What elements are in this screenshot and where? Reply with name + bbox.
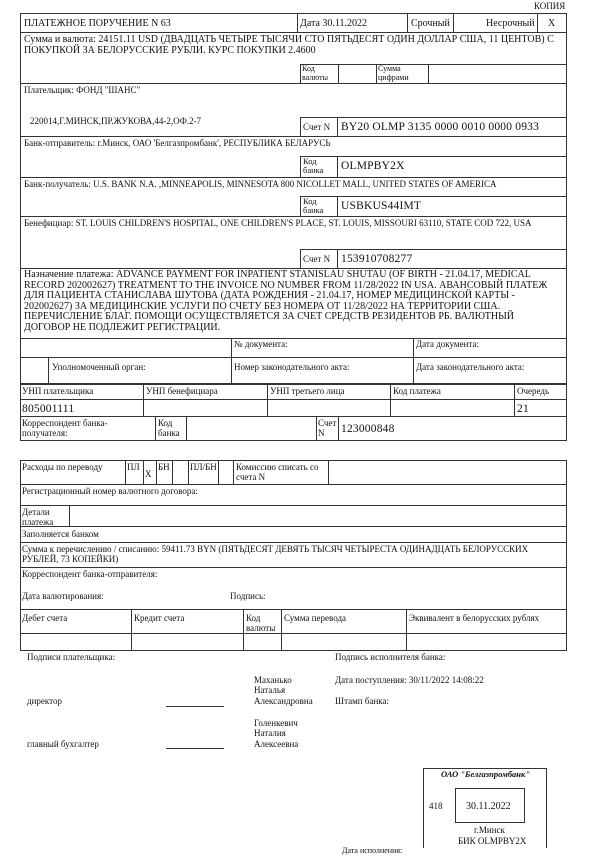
director-name-3: Александровна xyxy=(254,696,313,706)
debit-header: Дебет счета xyxy=(22,613,68,623)
payer-account-label: Счет N xyxy=(303,122,331,132)
stamp-label: Штамп банка: xyxy=(335,696,389,706)
correspondent-label: Корреспондент банка-получателя: xyxy=(22,418,108,438)
currency-code-label: Код валюты xyxy=(302,64,329,82)
bank-signature-label: Подпись исполнителя банка: xyxy=(335,652,446,662)
stamp-bank-name: ОАО "Белгазпромбанк" xyxy=(441,769,531,779)
doc-number-label: № документа: xyxy=(234,339,288,349)
payer-signatures-label: Подписи плательщика: xyxy=(27,652,116,662)
director-name-2: Наталья xyxy=(254,685,286,695)
purpose-text: Назначение платежа: ADVANCE PAYMENT FOR INPATIENT STANISLAU SHUTAU (OF BIRTH - 21.04.17, MEDICAL RECORD 202002627) TREATMENT TO THE INVOICE NO NUMBER FROM 11/28/2022 IN USA. АВАНСОВЫЙ ПЛАТЕЖ ДЛЯ ПАЦИЕНТА СТАНИСЛАВА ШУТОВА (ДАТА РОЖДЕНИЯ - 21.04.17, НОМЕР МЕДИЦИНСКОЙ КАРТЫ - 202002627) ЗА МЕДИЦИНСКИЕ УСЛУГИ ПО СЧЕТУ БЕЗ НОМЕРА ОТ 11/28/2022 НА ТЕРРИТОРИИ США. ПЕРЕЧИСЛЕНИЕ БЛАГ. ПОМОЩИ ОСУЩЕСТВЛЯЕТСЯ ЗА СЧЕТ СРЕДСТВ РЕЗИДЕНТОВ РБ. ВАЛЮТНЫЙ ДОГОВОР НЕ ПОДЛЕЖИТ РЕГИСТРАЦИИ. xyxy=(24,269,548,333)
correspondent-account-label: Счет N xyxy=(318,418,337,438)
receiver-bank-code-label: Код банка xyxy=(303,196,324,216)
registration-label: Регистрационный номер валютного договора: xyxy=(22,486,198,496)
expenses-bn: БН xyxy=(158,462,170,472)
expenses-pl-mark: X xyxy=(145,469,152,479)
payer-label: Плательщик: ФОНД "ШАНС" xyxy=(24,85,141,95)
director-name-1: Маханько xyxy=(254,675,292,685)
doc-date-label: Дата документа: xyxy=(416,339,479,349)
receiver-bank-code: USBKUS44IMT xyxy=(341,200,422,212)
valuation-date-label: Дата валютирования: xyxy=(22,591,104,601)
correspondent-account: 123000848 xyxy=(341,423,395,435)
stamp-number: 418 xyxy=(429,801,443,811)
equivalent-header: Эквивалент в белорусских рублях xyxy=(409,613,540,623)
payment-code-label: Код платежа xyxy=(393,386,441,396)
accountant-name-3: Алексеевна xyxy=(254,739,299,749)
sender-bank-label: Банк-отправитель: г.Минск, ОАО 'Белгазпромбанк', РЕСПУБЛИКА БЕЛАРУСЬ xyxy=(24,138,331,148)
docs-section xyxy=(20,338,567,384)
debited-text: Сумма к перечислению / списанию: 59411.73 BYN (ПЯТЬДЕСЯТ ДЕВЯТЬ ТЫСЯЧ ЧЕТЫРЕСТА ОДИНАДЦАТЬ БЕЛОРУССКИХ РУБЛЕЙ, 73 КОПЕЙКИ) xyxy=(22,544,529,564)
stamp-bic: БИК OLMPBY2X xyxy=(458,836,527,846)
amount-text: Сумма и валюта: 24151.11 USD (ДВАДЦАТЬ ЧЕТЫРЕ ТЫСЯЧИ СТО ПЯТЬДЕСЯТ ОДИН ДОЛЛАР США, 11 ЦЕНТОВ) С ПОКУПКОЙ ЗА БЕЛОРУССКИЕ РУБЛИ. КУРС ПОКУПКИ 2.4600 xyxy=(24,34,554,56)
signature-label: Подпись: xyxy=(230,591,266,601)
document-title: ПЛАТЕЖНОЕ ПОРУЧЕНИЕ N 63 xyxy=(24,18,171,29)
unp-payer-label: УНП плательщика xyxy=(22,386,94,396)
stamp-date: 30.11.2022 xyxy=(466,801,511,812)
credit-header: Кредит счета xyxy=(134,613,185,623)
sender-bank-code-label: Код банка xyxy=(303,156,324,176)
accountant-name-2: Наталия xyxy=(254,728,286,738)
unp-payer-value: 805001111 xyxy=(22,403,75,415)
accountant-label: главный бухгалтер xyxy=(27,739,99,749)
beneficiary-label: Бенефициар: ST. LOUIS CHILDREN'S HOSPITAL, ONE CHILDREN'S PLACE, ST. LOUIS, MISSOURI 63110, STATE COD 722, USA xyxy=(24,218,532,228)
queue-value: 21 xyxy=(517,403,529,415)
correspondent-code-label: Код банка xyxy=(158,418,180,438)
act-number-label: Номер законодательного акта: xyxy=(234,362,350,372)
unp-third-label: УНП третьего лица xyxy=(270,386,345,396)
sender-correspondent-label: Корреспондент банка-отправителя: xyxy=(22,569,158,579)
unp-beneficiary-label: УНП бенефициара xyxy=(146,386,218,396)
authorized-label: Уполномоченный орган: xyxy=(52,362,146,372)
beneficiary-account-label: Счет N xyxy=(303,254,331,264)
filled-by-bank-label: Заполняется банком xyxy=(22,529,99,539)
nonurgent-mark: X xyxy=(548,18,556,29)
expenses-pl: ПЛ xyxy=(127,462,140,472)
currency-header: Код валюты xyxy=(246,613,276,633)
accountant-name-1: Голенкевич xyxy=(254,718,298,728)
stamp-city: г.Минск xyxy=(474,825,505,835)
transfer-sum-header: Сумма перевода xyxy=(284,613,347,623)
details-section xyxy=(20,505,567,527)
expenses-plbn: ПЛ/БН xyxy=(190,462,217,472)
copy-label: КОПИЯ xyxy=(534,1,566,11)
act-date-label: Дата законодательного акта: xyxy=(416,362,525,372)
queue-label: Очередь xyxy=(517,386,550,396)
receiver-bank-label: Банк-получатель: U.S. BANK N.A. ,MINNEAPOLIS, MINNESOTA 800 NICOLLET MALL, UNITED STATES OF AMERICA xyxy=(24,179,497,189)
payer-address: 220014,Г.МИНСК,ПР.ЖУКОВА,44-2,ОФ.2-7 xyxy=(30,116,202,126)
sum-digits-label: Сумма цифрами xyxy=(378,64,409,82)
receipt-date: Дата поступления: 30/11/2022 14:08:22 xyxy=(335,675,484,685)
document-date: Дата 30.11.2022 xyxy=(300,18,368,29)
details-label: Детали платежа xyxy=(22,507,54,527)
nonurgent-label: Несрочный xyxy=(486,18,535,29)
beneficiary-account: 153910708277 xyxy=(341,253,413,265)
urgent-label: Срочный xyxy=(411,18,450,29)
stamp-cut-text: Дата исполнения: xyxy=(342,846,403,855)
payer-account: BY20 OLMP 3135 0000 0010 0000 0933 xyxy=(341,121,540,133)
expenses-label: Расходы по переводу xyxy=(22,462,103,472)
commission-label: Комиссию списать со счета N xyxy=(236,462,319,482)
director-label: директор xyxy=(27,696,62,706)
filled-by-bank-section xyxy=(20,526,567,543)
sender-bank-code: OLMPBY2X xyxy=(341,160,405,172)
